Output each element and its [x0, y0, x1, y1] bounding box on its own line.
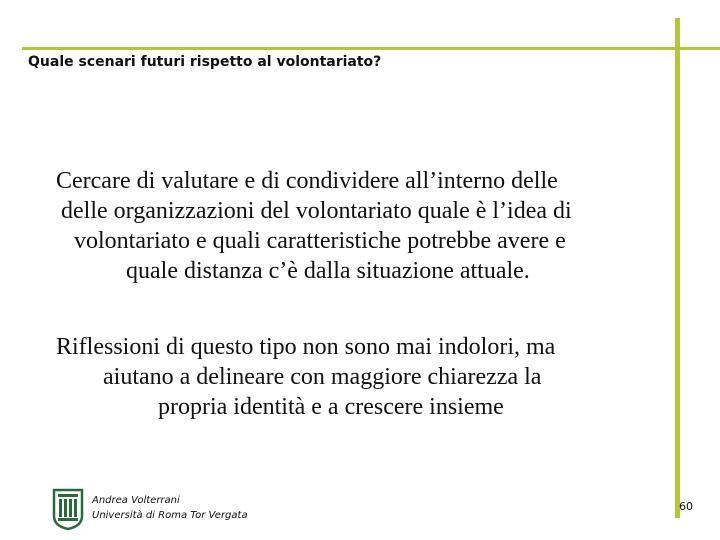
paragraph-2-line: aiutano a delineare con maggiore chiarezza la — [103, 364, 542, 390]
slide-title: Quale scenari futuri rispetto al volontariato? — [28, 54, 382, 70]
paragraph-1 — [56, 166, 656, 286]
paragraph-2-line: Riflessioni di questo tipo non sono mai indolori, ma — [56, 334, 556, 360]
horizontal-accent-line — [22, 47, 720, 50]
page-number: 60 — [679, 500, 693, 513]
paragraph-1-line: delle organizzazioni del volontariato quale è l’idea di — [61, 198, 572, 224]
author-name: Andrea Volterrani — [92, 495, 180, 506]
paragraph-2 — [56, 332, 656, 422]
paragraph-2-line: propria identità e a crescere insieme — [158, 394, 504, 420]
university-crest-icon — [52, 488, 84, 534]
paragraph-1-line: volontariato e quali caratteristiche potrebbe avere e — [74, 228, 566, 254]
vertical-accent-line — [675, 18, 680, 518]
paragraph-1-line: Cercare di valutare e di condividere all’interno delle — [56, 168, 558, 194]
paragraph-1-line: quale distanza c’è dalla situazione attuale. — [126, 258, 530, 284]
institution-name: Università di Roma Tor Vergata — [92, 510, 248, 521]
footer-credits — [92, 493, 248, 523]
